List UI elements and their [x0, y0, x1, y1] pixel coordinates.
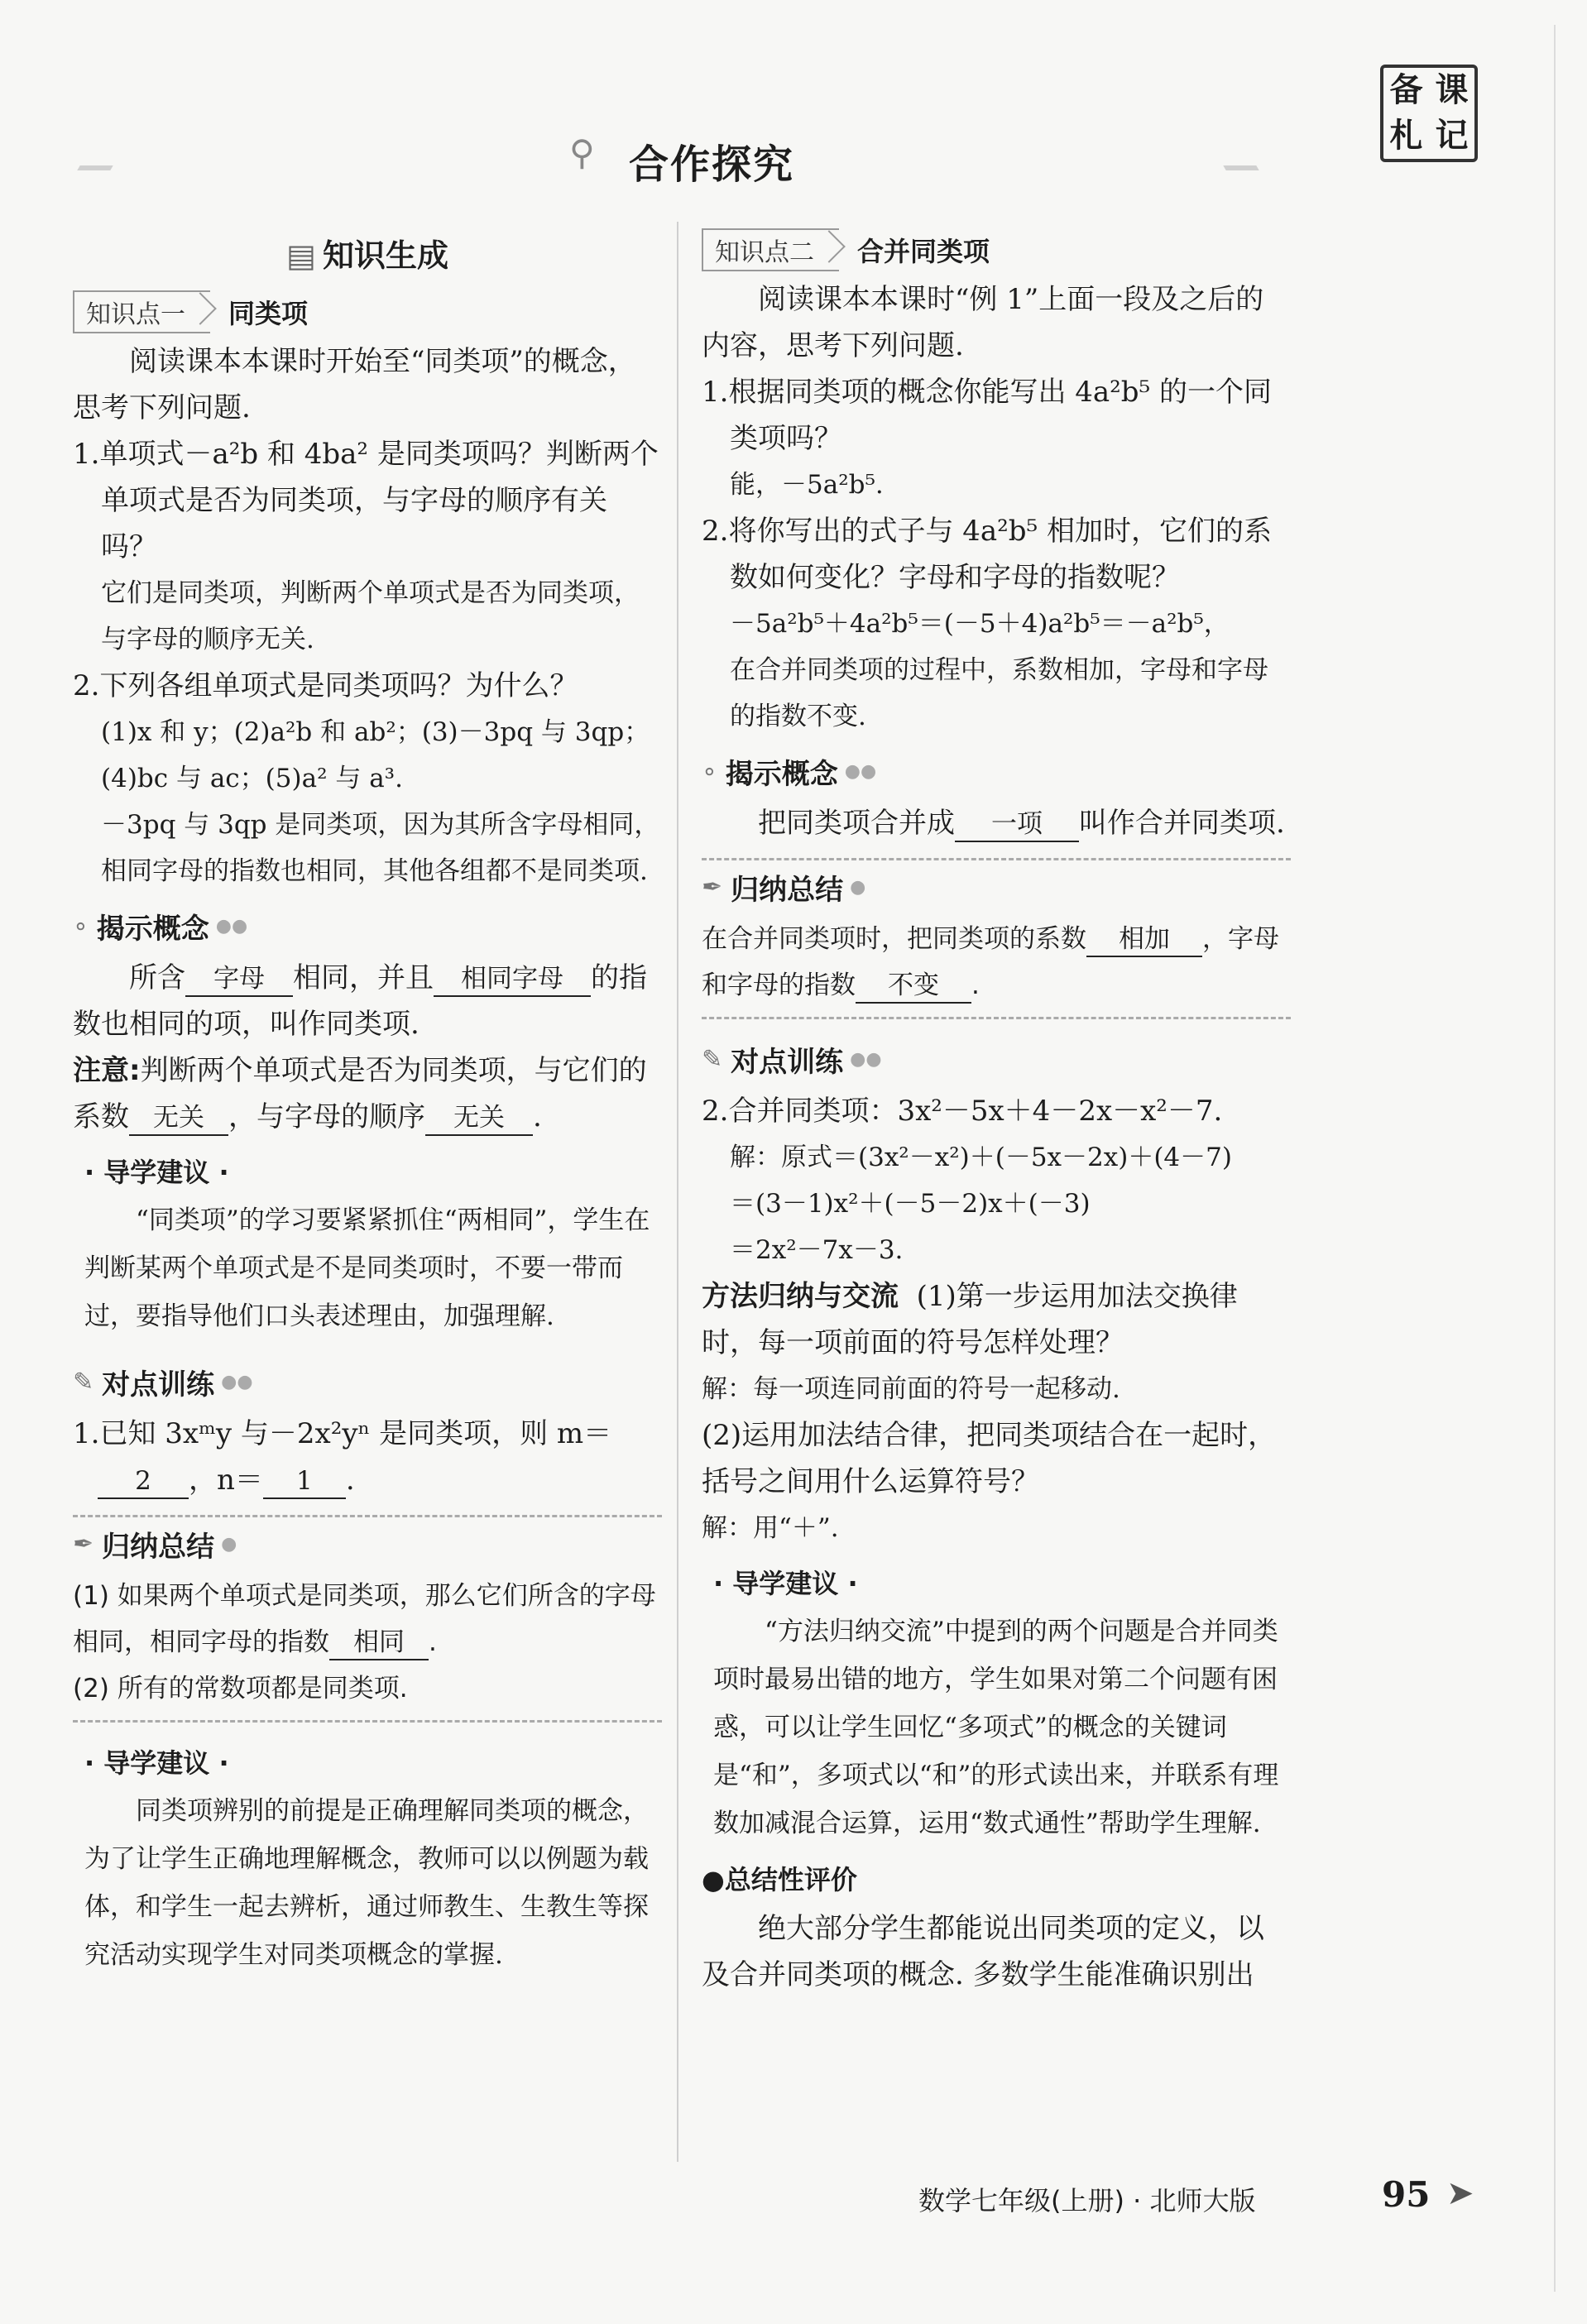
knowledge-point-1	[73, 290, 662, 333]
fill-blank: 字母	[185, 962, 293, 997]
summary-box	[73, 1515, 662, 1723]
pencil-icon: ✎	[702, 1045, 723, 1074]
method-answer-1: 解：每一项连同前面的符号一起移动.	[702, 1374, 1120, 1404]
summary-heading: ✒ 归纳总结 ●	[73, 1530, 237, 1564]
badge-char: 记	[1435, 117, 1469, 155]
margin-line	[1554, 25, 1556, 2292]
page-title: 合作探究	[629, 141, 795, 188]
summary-box	[702, 858, 1291, 1019]
guide-heading: · 导学建议 ·	[713, 1568, 858, 1599]
badge-char: 课	[1435, 71, 1469, 109]
fill-blank: 一项	[955, 807, 1079, 842]
concept-text: 把同类项合并成 一项 叫作合并同类项.	[702, 800, 1291, 846]
guide-heading: · 导学建议 ·	[84, 1157, 229, 1188]
pencil-icon: ✎	[73, 1368, 94, 1397]
section-title: ▤ 知识生成	[286, 237, 448, 274]
method-question-1: 方法归纳与交流 (1)第一步运用加法交换律时，每一项前面的符号怎样处理？	[702, 1280, 1238, 1359]
fill-blank: 相加	[1086, 922, 1202, 957]
summary-item: (2) 所有的常数项都是同类项.	[73, 1674, 408, 1703]
exercise-2: 2.合并同类项：3x²－5x＋4－2x－x²－7.	[702, 1095, 1223, 1128]
knowledge-point-title: 同类项	[228, 298, 309, 329]
question-2-options: (1)x 和 y；(2)a²b 和 ab²；(3)－3pq 与 3qp；	[101, 717, 650, 747]
pen-icon: ✒	[702, 873, 723, 902]
evaluation-text: 绝大部分学生都能说出同类项的定义，以及合并同类项的概念. 多数学生能准确识别出	[702, 1912, 1264, 1991]
right-column	[702, 223, 1291, 1998]
answer-2-equation: －5a²b⁵＋4a²b⁵＝(－5＋4)a²b⁵＝－a²b⁵，	[730, 609, 1230, 639]
fill-blank: 相同	[329, 1626, 429, 1660]
left-column	[73, 223, 662, 1979]
concept-text: 所含 字母 相同，并且 相同字母 的指数也相同的项，叫作同类项.	[73, 961, 647, 1041]
reveal-heading: ∘ 揭示概念 ●●	[702, 757, 877, 791]
reveal-heading: ∘ 揭示概念 ●●	[73, 912, 248, 946]
fill-blank: 无关	[425, 1101, 533, 1136]
badge-char: 备	[1389, 71, 1423, 109]
page-number: 95	[1382, 2174, 1431, 2215]
answer-1: 能，－5a²b⁵.	[730, 470, 884, 500]
question-2: 2.下列各组单项式是同类项吗？为什么？	[73, 669, 578, 702]
intro-text: 阅读课本本课时开始至“同类项”的概念，思考下列问题.	[73, 345, 636, 424]
answer-1: 它们是同类项，判断两个单项式是否为同类项，与字母的顺序无关.	[101, 578, 640, 654]
intro-text: 阅读课本本课时“例 1”上面一段及之后的内容，思考下列问题.	[702, 283, 1264, 362]
dots-icon: ∘	[73, 912, 89, 941]
method-question-2: (2)运用加法结合律，把同类项结合在一起时，括号之间用什么运算符号？	[702, 1419, 1277, 1498]
summary-item: 在合并同类项时，把同类项的系数 相加 ，字母和字母的指数 不变 .	[702, 916, 1291, 1009]
fill-blank: 无关	[129, 1101, 228, 1136]
solution-line: ＝(3－1)x²＋(－5－2)x＋(－3)	[730, 1189, 1091, 1219]
dots-icon: ∘	[702, 757, 717, 786]
badge-char: 札	[1389, 117, 1423, 155]
practice-heading: ✎ 对点训练 ●●	[73, 1368, 253, 1402]
fill-blank: 不变	[856, 969, 971, 1004]
answer-2-text: 在合并同类项的过程中，系数相加，字母和字母的指数不变.	[730, 655, 1268, 731]
guide-text: “方法归纳交流”中提到的两个问题是合并同类项时最易出错的地方，学生如果对第二个问题有困惑，可以让学生回忆“多项式”的概念的关键词是“和”，多项式以“和”的形式读出来，并联系有理数加减混合运算，运用“数式通性”帮助学生理解.	[713, 1617, 1279, 1838]
book-title: 数学七年级(上册) · 北师大版	[918, 2185, 1256, 2216]
fill-blank: 2	[98, 1464, 189, 1499]
book-icon: ▤	[286, 237, 316, 274]
knowledge-point-title: 合并同类项	[857, 236, 990, 267]
question-1: 1.单项式－a²b 和 4ba² 是同类项吗？判断两个单项式是否为同类项，与字母的顺序有关吗？	[73, 438, 659, 563]
column-divider	[677, 222, 678, 2162]
magnifier-icon: ⚲	[569, 132, 595, 173]
question-2: 2.将你写出的式子与 4a²b⁵ 相加时，它们的系数如何变化？字母和字母的指数呢？	[702, 515, 1272, 594]
summary-heading: ✒ 归纳总结 ●	[702, 873, 866, 907]
exercise-1: 1.已知 3xᵐy 与－2x²yⁿ 是同类项，则 m＝ 2 ，n＝ 1 .	[73, 1411, 662, 1503]
solution-line: ＝2x²－7x－3.	[730, 1235, 904, 1265]
knowledge-point-2	[702, 228, 1291, 271]
fill-blank: 相同字母	[434, 962, 591, 997]
guide-text: “同类项”的学习要紧紧抓住“两相同”，学生在判断某两个单项式是不是同类项时，不要一带而过，要指导他们口头表述理由，加强理解.	[84, 1205, 650, 1331]
page-arrow-icon: ➤	[1446, 2174, 1474, 2212]
note-text: 注意:判断两个单项式是否为同类项，与它们的系数 无关 ，与字母的顺序 无关 .	[73, 1047, 662, 1140]
practice-heading: ✎ 对点训练 ●●	[702, 1045, 882, 1079]
fill-blank: 1	[263, 1464, 346, 1499]
notes-badge	[1380, 65, 1478, 162]
evaluation-heading: ●总结性评价	[702, 1864, 857, 1895]
knowledge-point-tag: 知识点一	[73, 290, 210, 333]
question-1: 1.根据同类项的概念你能写出 4a²b⁵ 的一个同类项吗？	[702, 376, 1272, 455]
header-decoration-right	[1223, 165, 1259, 170]
method-answer-2: 解：用“＋”.	[702, 1513, 839, 1543]
header-decoration-left	[77, 165, 113, 170]
summary-item: (1) 如果两个单项式是同类项，那么它们所含的字母相同，相同字母的指数 相同 .	[73, 1573, 662, 1665]
pen-icon: ✒	[73, 1530, 94, 1559]
guide-text: 同类项辨别的前提是正确理解同类项的概念，为了让学生正确地理解概念，教师可以以例题为载体，和学生一起去辨析，通过师教生、生教生等探究活动实现学生对同类项概念的掌握.	[84, 1796, 649, 1970]
question-2-options: (4)bc 与 ac；(5)a² 与 a³.	[101, 764, 403, 793]
solution-line: 解：原式＝(3x²－x²)＋(－5x－2x)＋(4－7)	[730, 1143, 1232, 1172]
guide-heading: · 导学建议 ·	[84, 1747, 229, 1779]
answer-2: －3pq 与 3qp 是同类项，因为其所含字母相同，相同字母的指数也相同，其他各组都不是同类项.	[101, 810, 660, 886]
knowledge-point-tag: 知识点二	[702, 228, 839, 271]
